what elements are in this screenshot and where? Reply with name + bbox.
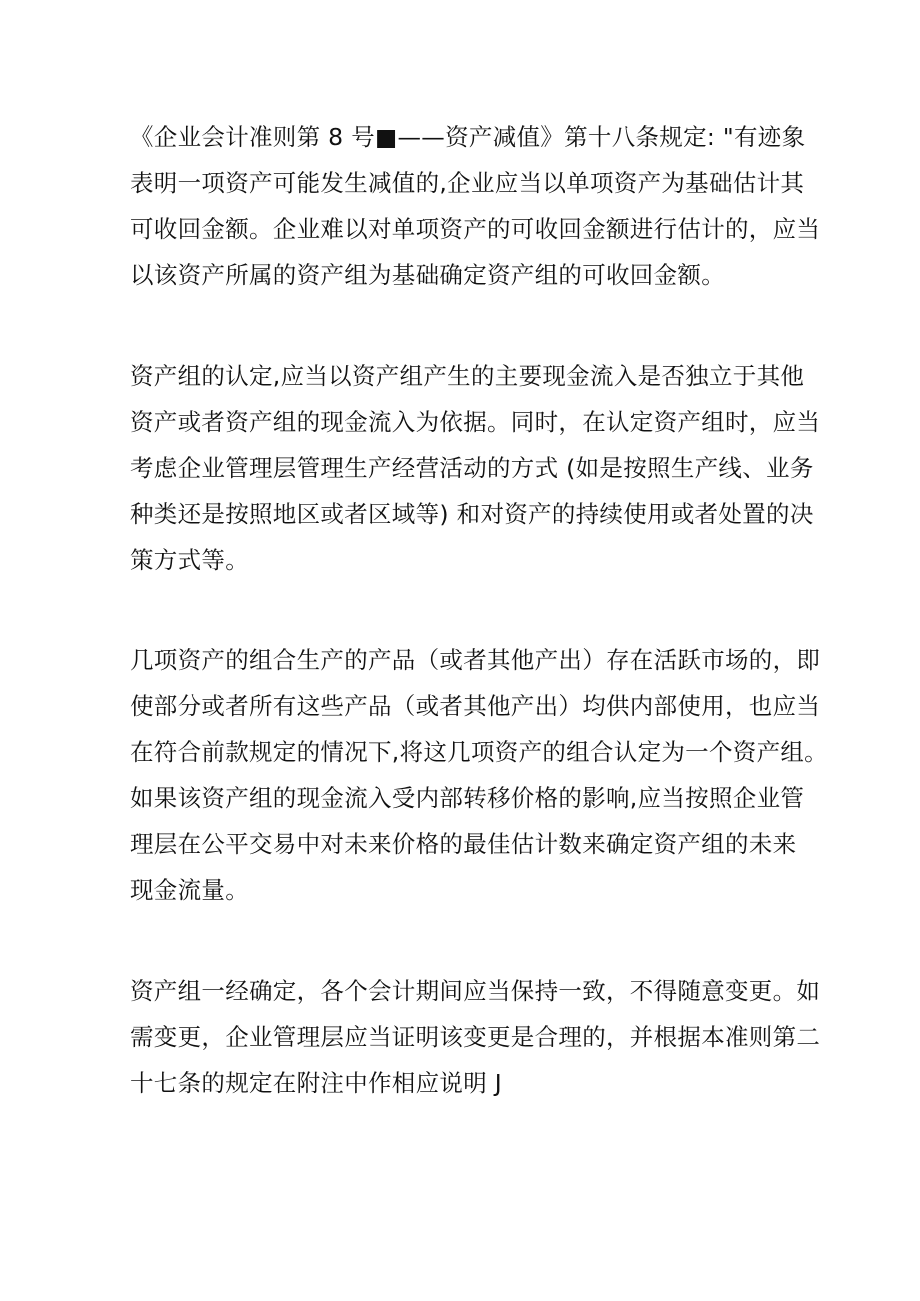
- text-line: 《企业会计准则第 8 号■——资产减值》第十八条规定: "有迹象: [130, 123, 806, 151]
- text-line: 需变更，企业管理层应当证明该变更是合理的，并根据本准则第二: [130, 1023, 821, 1051]
- text-line: 现金流量。: [130, 876, 249, 904]
- text-line: 表明一项资产可能发生减值的,企业应当以单项资产为基础估计其: [130, 169, 805, 197]
- text-line: 理层在公平交易中对未来价格的最佳估计数来确定资产组的未来: [130, 830, 797, 858]
- text-line: 如果该资产组的现金流入受内部转移价格的影响,应当按照企业管: [130, 784, 805, 812]
- text-line: 使部分或者所有这些产品（或者其他产出）均供内部使用，也应当: [130, 692, 821, 720]
- text-line: 资产或者资产组的现金流入为依据。同时，在认定资产组时，应当: [130, 408, 821, 436]
- text-line: 种类还是按照地区或者区域等) 和对资产的持续使用或者处置的决: [130, 500, 814, 528]
- text-line: 资产组的认定,应当以资产组产生的主要现金流入是否独立于其他: [130, 362, 805, 390]
- text-line: 十七条的规定在附注中作相应说明 J: [130, 1069, 502, 1097]
- text-line: 在符合前款规定的情况下,将这几项资产的组合认定为一个资产组。: [130, 738, 828, 766]
- paragraph-asset-group-identification: [130, 353, 821, 583]
- text-line: 以该资产所属的资产组为基础确定资产组的可收回金额。: [130, 261, 725, 289]
- paragraph-impairment-rule: [130, 114, 821, 298]
- text-line: 策方式等。: [130, 546, 249, 574]
- text-line: 可收回金额。企业难以对单项资产的可收回金额进行估计的，应当: [130, 215, 821, 243]
- text-line: 资产组一经确定，各个会计期间应当保持一致，不得随意变更。如: [130, 977, 821, 1005]
- paragraph-active-market-products: [130, 637, 828, 913]
- paragraph-consistency-requirement: [130, 968, 821, 1106]
- text-line: 考虑企业管理层管理生产经营活动的方式 (如是按照生产线、业务: [130, 454, 814, 482]
- text-line: 几项资产的组合生产的产品（或者其他产出）存在活跃市场的，即: [130, 646, 821, 674]
